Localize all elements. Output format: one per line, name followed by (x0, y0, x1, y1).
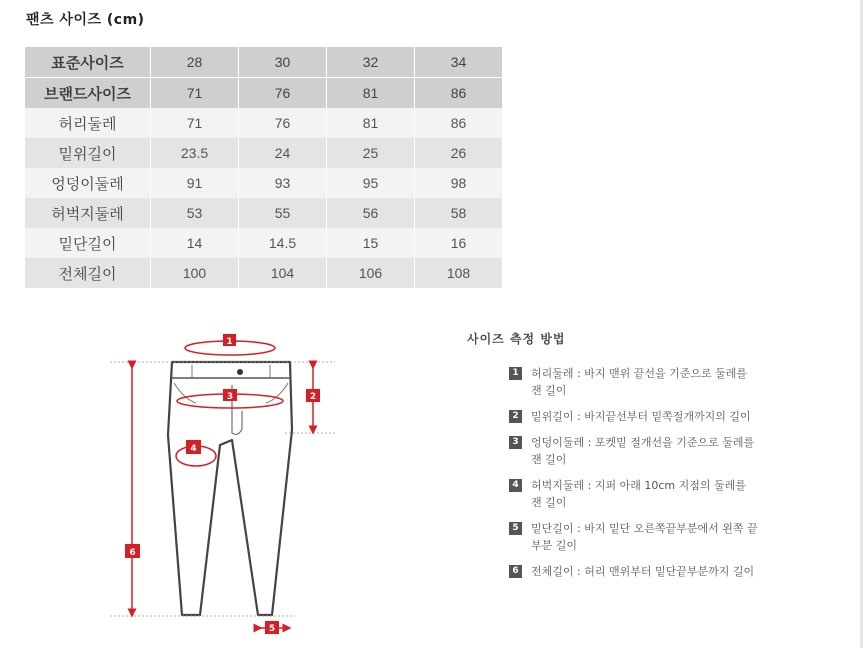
table-cell: 86 (415, 108, 503, 138)
guide-number-badge: 5 (509, 522, 522, 535)
table-cell: 76 (239, 78, 327, 109)
table-cell: 26 (415, 138, 503, 168)
table-cell: 91 (151, 168, 239, 198)
table-row (25, 198, 503, 228)
marker-6-length (125, 365, 140, 613)
table-row (25, 47, 503, 78)
table-cell: 53 (151, 198, 239, 228)
table-cell: 58 (415, 198, 503, 228)
table-row (25, 258, 503, 288)
table-row (25, 228, 503, 258)
table-cell: 24 (239, 138, 327, 168)
table-cell: 104 (239, 258, 327, 288)
row-label: 허벅지둘레 (25, 198, 151, 228)
marker-label: 6 (129, 548, 136, 558)
marker-label: 4 (190, 444, 197, 454)
guide-text: 밑위길이 : 바지끝선부터 밑쪽절개까지의 길이 (531, 410, 751, 423)
guide-number-badge: 2 (509, 410, 522, 423)
table-row (25, 78, 503, 109)
marker-5-hem (258, 621, 287, 634)
table-cell: 98 (415, 168, 503, 198)
guide-item (467, 434, 759, 468)
table-cell: 100 (151, 258, 239, 288)
row-label: 밑위길이 (25, 138, 151, 168)
table-cell: 93 (239, 168, 327, 198)
guide-text: 전체길이 : 허리 맨위부터 밑단끝부분까지 길이 (531, 565, 755, 578)
table-cell: 81 (327, 108, 415, 138)
guide-number-badge: 6 (509, 565, 522, 578)
row-label: 엉덩이둘레 (25, 168, 151, 198)
row-label: 밑단길이 (25, 228, 151, 258)
table-cell: 25 (327, 138, 415, 168)
table-cell: 71 (151, 78, 239, 109)
guide-item (467, 520, 759, 554)
table-cell: 106 (327, 258, 415, 288)
marker-label: 1 (226, 337, 233, 347)
size-table (25, 47, 503, 288)
row-label: 표준사이즈 (25, 47, 151, 78)
marker-2-rise (306, 365, 320, 430)
guide-item (467, 365, 759, 399)
guide-item (467, 563, 759, 580)
guide-item (467, 408, 759, 425)
table-cell: 108 (415, 258, 503, 288)
table-row (25, 138, 503, 168)
row-label: 허리둘레 (25, 108, 151, 138)
guide-text: 엉덩이둘레 : 포켓밑 절개선을 기준으로 둘레를 잰 길이 (531, 436, 755, 466)
marker-label: 2 (309, 392, 317, 402)
measurement-guide (467, 330, 767, 589)
table-cell: 71 (151, 108, 239, 138)
table-cell: 14 (151, 228, 239, 258)
guide-item (467, 477, 759, 511)
table-row (25, 168, 503, 198)
table-cell: 16 (415, 228, 503, 258)
guide-text: 허리둘레 : 바지 맨위 끝선을 기준으로 둘레를 잰 길이 (531, 367, 747, 397)
table-cell: 56 (327, 198, 415, 228)
row-label: 브랜드사이즈 (25, 78, 151, 109)
guide-text: 밑단길이 : 바지 밑단 오른쪽끝부분에서 왼쪽 끝부분 길이 (531, 522, 758, 552)
table-row (25, 108, 503, 138)
marker-label: 3 (226, 392, 234, 402)
table-cell: 34 (415, 47, 503, 78)
row-label: 전체길이 (25, 258, 151, 288)
table-cell: 14.5 (239, 228, 327, 258)
pants-diagram (100, 325, 440, 648)
marker-1-waist (185, 334, 275, 355)
table-cell: 81 (327, 78, 415, 109)
marker-label: 5 (268, 624, 276, 634)
table-cell: 76 (239, 108, 327, 138)
guide-text: 허벅지둘레 : 지퍼 아래 10cm 지점의 둘레를 잰 길이 (531, 479, 746, 509)
table-cell: 55 (239, 198, 327, 228)
guide-number-badge: 3 (509, 436, 522, 449)
table-cell: 23.5 (151, 138, 239, 168)
guide-number-badge: 4 (509, 479, 522, 492)
guide-title: 사이즈 측정 방법 (467, 332, 566, 346)
guide-number-badge: 1 (509, 367, 522, 380)
table-cell: 86 (415, 78, 503, 109)
table-cell: 15 (327, 228, 415, 258)
table-cell: 30 (239, 47, 327, 78)
table-cell: 32 (327, 47, 415, 78)
table-cell: 28 (151, 47, 239, 78)
page-title: 팬츠 사이즈 (cm) (26, 12, 145, 28)
table-cell: 95 (327, 168, 415, 198)
